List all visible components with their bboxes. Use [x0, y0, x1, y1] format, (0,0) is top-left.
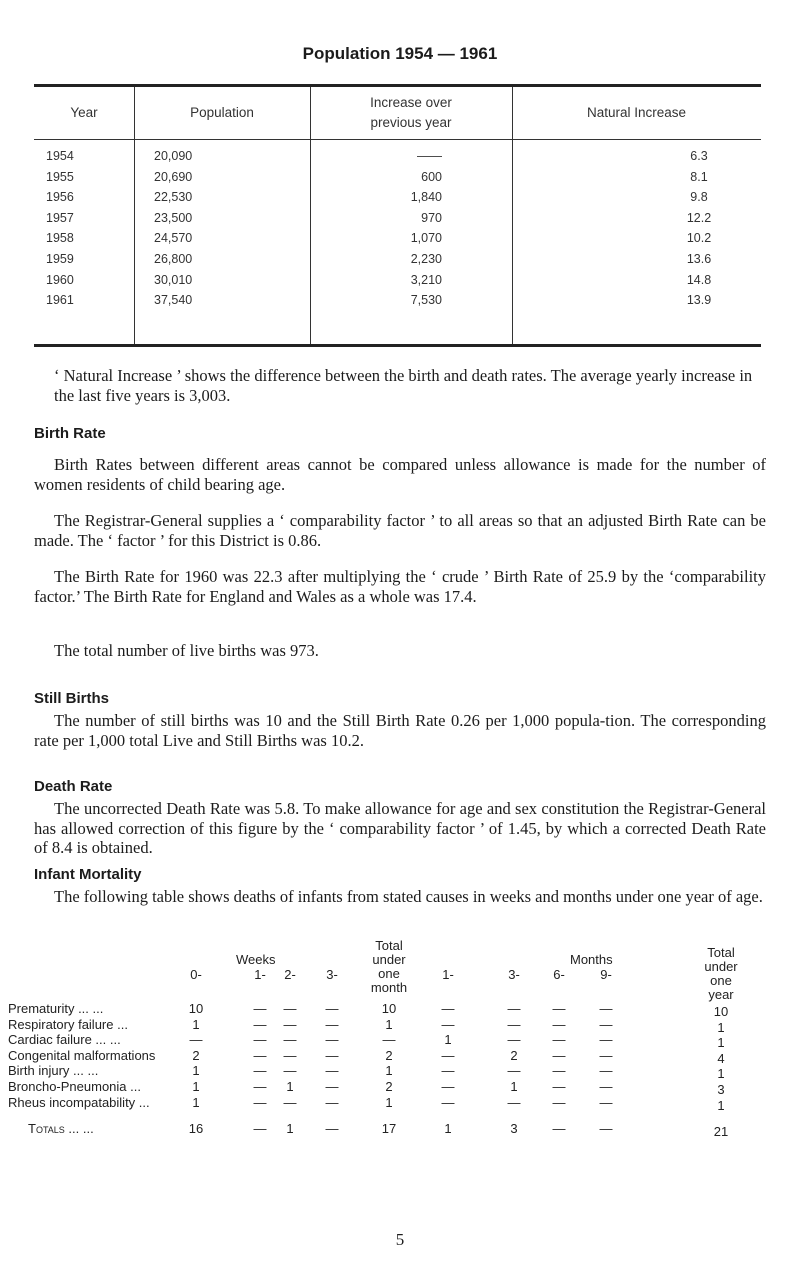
table-cell: 1 — [385, 1063, 393, 1078]
table-cell: 4 — [717, 1051, 725, 1066]
cell-increase: 970 — [421, 210, 442, 225]
table-cell: 1 — [717, 1066, 725, 1081]
table-cell: 1 — [192, 1095, 200, 1110]
weeks-label: Weeks — [236, 952, 276, 967]
column-header: 1- — [254, 967, 266, 982]
total-under-month-header: Total — [375, 938, 403, 953]
population-table — [34, 84, 761, 347]
table-cell: — — [325, 1095, 339, 1110]
table-cell: 1 — [717, 1035, 725, 1050]
infant-mortality-heading: Infant Mortality — [34, 866, 142, 883]
table-cell: — — [441, 1079, 455, 1094]
table-cell: — — [382, 1032, 396, 1047]
birth-rate-paragraph-4: The total number of live births was 973. — [54, 641, 319, 660]
infant-mortality-intro: The following table shows deaths of infants from stated causes in weeks and months under one year of age. — [54, 887, 763, 906]
table-cell: — — [552, 1095, 566, 1110]
row-label: Cardiac failure ... ... — [8, 1032, 121, 1047]
table-cell: — — [599, 1095, 613, 1110]
table-cell: — — [441, 1017, 455, 1032]
total-under-month-header: one — [378, 966, 400, 981]
table-cell: — — [599, 1048, 613, 1063]
totals-label: Totals ... ... — [28, 1121, 94, 1136]
table-cell: — — [441, 1001, 455, 1016]
table-cell: — — [552, 1063, 566, 1078]
cell-increase: 2,230 — [410, 252, 442, 266]
table-cell: — — [507, 1017, 521, 1032]
table-cell: — — [283, 1048, 297, 1063]
still-births-paragraph: The number of still births was 10 and the Still Birth Rate 0.26 per 1,000 popula-tion. The corresponding rate per 1,000 total Live and Still Births was 10.2. — [34, 711, 766, 750]
row-label: Birth injury ... ... — [8, 1063, 99, 1078]
table-cell: — — [441, 1095, 455, 1110]
table-cell: 1 — [510, 1079, 518, 1094]
death-rate-paragraph: The uncorrected Death Rate was 5.8. To make allowance for age and sex constitution the Registrar-General has allowed correction of this figure by the ‘ comparability factor ’ of 1.45, by which a corrected Death Rate of 8.4 is obtained. — [34, 799, 766, 857]
cell-increase: —— — [417, 149, 442, 163]
cell-population: 23,500 — [154, 210, 193, 225]
table-cell: 2 — [385, 1048, 393, 1063]
header-population: Population — [190, 105, 254, 120]
cell-natural: 13.9 — [686, 293, 712, 308]
table-cell: 1 — [717, 1098, 725, 1113]
column-header: 6- — [553, 967, 565, 982]
birth-rate-heading: Birth Rate — [34, 425, 106, 442]
birth-rate-paragraph-1: Birth Rates between different areas cannot be compared unless allowance is made for the number of women residents of child bearing age. — [34, 455, 766, 494]
months-label: Months — [570, 952, 613, 967]
table-cell: — — [441, 1048, 455, 1063]
totals-cell: — — [325, 1121, 339, 1136]
table-cell: — — [507, 1063, 521, 1078]
table-cell: 10 — [381, 1001, 397, 1016]
table-cell: — — [507, 1095, 521, 1110]
row-label: Rheus incompatability ... — [8, 1095, 150, 1110]
totals-cell: 3 — [510, 1121, 518, 1136]
totals-cell: 16 — [188, 1121, 204, 1136]
cell-year: 1956 — [46, 190, 74, 205]
table-cell: 1 — [192, 1017, 200, 1032]
cell-population: 26,800 — [154, 252, 193, 266]
table-cell: — — [599, 1063, 613, 1078]
table-cell: — — [507, 1001, 521, 1016]
cell-year: 1961 — [46, 293, 74, 308]
table-cell: 2 — [385, 1079, 393, 1094]
header-year: Year — [70, 105, 98, 120]
table-cell: 2 — [510, 1048, 518, 1063]
cell-natural: 13.6 — [686, 252, 712, 266]
table-cell: — — [552, 1079, 566, 1094]
cell-increase: 3,210 — [410, 272, 442, 287]
cell-population: 20,090 — [154, 149, 193, 163]
table-cell: — — [253, 1079, 267, 1094]
cell-population: 24,570 — [154, 231, 193, 246]
table-cell: — — [325, 1017, 339, 1032]
natural-increase-note: ‘ Natural Increase ’ shows the difference between the birth and death rates. The average yearly increase in the last five years is 3,003. — [54, 366, 753, 405]
table-cell: — — [552, 1032, 566, 1047]
totals-cell: 1 — [286, 1121, 294, 1136]
column-header: 3- — [508, 967, 520, 982]
column-header: 0- — [190, 967, 202, 982]
row-label: Respiratory failure ... — [8, 1017, 128, 1032]
still-births-heading: Still Births — [34, 690, 110, 707]
table-cell: 1 — [385, 1017, 393, 1032]
table-cell: — — [325, 1032, 339, 1047]
table-cell: — — [189, 1032, 203, 1047]
table-cell: — — [283, 1001, 297, 1016]
totals-cell: 17 — [381, 1121, 397, 1136]
table-cell: 3 — [717, 1082, 725, 1097]
table-cell: — — [325, 1001, 339, 1016]
death-rate-heading: Death Rate — [34, 778, 113, 795]
cell-population: 37,540 — [154, 293, 193, 308]
table-cell: — — [507, 1032, 521, 1047]
cell-population: 20,690 — [154, 169, 193, 184]
table-cell: 1 — [192, 1079, 200, 1094]
totals-cell: 21 — [713, 1124, 729, 1139]
table-cell: — — [283, 1032, 297, 1047]
table-cell: 10 — [188, 1001, 204, 1016]
totals-cell: 1 — [444, 1121, 452, 1136]
column-header: 9- — [600, 967, 612, 982]
table-cell: 2 — [192, 1048, 200, 1063]
total-under-year-header: under — [704, 959, 738, 974]
cell-increase: 600 — [421, 169, 442, 184]
cell-year: 1959 — [46, 252, 74, 266]
column-header: 3- — [326, 967, 338, 982]
table-cell: — — [253, 1063, 267, 1078]
table-cell: — — [325, 1048, 339, 1063]
column-header: 1- — [442, 967, 454, 982]
table-cell: — — [441, 1063, 455, 1078]
birth-rate-paragraph-2: The Registrar-General supplies a ‘ comparability factor ’ to all areas so that an adjusted Birth Rate can be made. The ‘ factor ’ for this District is 0.86. — [34, 511, 766, 550]
header-natural-increase: Natural Increase — [586, 105, 687, 120]
table-cell: 10 — [713, 1004, 729, 1019]
cell-natural: 9.8 — [690, 190, 708, 205]
totals-cell: — — [253, 1121, 267, 1136]
table-cell: 1 — [286, 1079, 294, 1094]
total-under-month-header: under — [372, 952, 406, 967]
table-cell: — — [283, 1063, 297, 1078]
cell-year: 1954 — [46, 149, 74, 163]
cell-year: 1955 — [46, 169, 74, 184]
table-cell: — — [253, 1017, 267, 1032]
table-cell: — — [283, 1095, 297, 1110]
cell-natural: 8.1 — [690, 169, 708, 184]
cell-year: 1957 — [46, 210, 74, 225]
cell-increase: 1,840 — [410, 190, 442, 205]
column-header: 2- — [284, 967, 296, 982]
cell-year: 1960 — [46, 272, 74, 287]
cell-natural: 6.3 — [690, 149, 708, 163]
row-label: Congenital malformations — [8, 1048, 156, 1063]
table-cell: — — [253, 1001, 267, 1016]
table-cell: 1 — [192, 1063, 200, 1078]
table-cell: 1 — [444, 1032, 452, 1047]
cell-natural: 12.2 — [686, 210, 712, 225]
table-cell: — — [599, 1017, 613, 1032]
total-under-year-header: Total — [707, 945, 735, 960]
table-cell: — — [552, 1001, 566, 1016]
table-cell: 1 — [717, 1020, 725, 1035]
table-cell: — — [253, 1032, 267, 1047]
table-cell: — — [552, 1017, 566, 1032]
header-increase-line1: Increase over — [370, 95, 452, 110]
table-cell: — — [552, 1048, 566, 1063]
row-label: Broncho-Pneumonia ... — [8, 1079, 141, 1094]
cell-population: 22,530 — [154, 190, 193, 205]
cell-increase: 1,070 — [410, 231, 442, 246]
table-cell: — — [599, 1032, 613, 1047]
table-cell: — — [253, 1048, 267, 1063]
table-cell: — — [599, 1079, 613, 1094]
header-divider — [34, 139, 761, 140]
table-cell: 1 — [385, 1095, 393, 1110]
header-increase — [310, 87, 512, 139]
totals-cell: — — [552, 1121, 566, 1136]
total-under-year-header: year — [708, 987, 734, 1002]
header-increase-line2: previous year — [370, 115, 452, 130]
total-under-year-header: one — [710, 973, 732, 988]
table-cell: — — [253, 1095, 267, 1110]
birth-rate-paragraph-3: The Birth Rate for 1960 was 22.3 after multiplying the ‘ crude ’ Birth Rate of 25.9 by the ‘comparability factor.’ The Birth Rate for England and Wales as a whole was 17.4. — [34, 567, 766, 606]
totals-cell: — — [599, 1121, 613, 1136]
table-cell: — — [325, 1063, 339, 1078]
page-number: 5 — [395, 1230, 405, 1249]
page-title: Population 1954 — 1961 — [302, 44, 498, 63]
cell-natural: 14.8 — [686, 272, 712, 287]
table-cell: — — [325, 1079, 339, 1094]
total-under-month-header: month — [370, 980, 408, 995]
cell-increase: 7,530 — [410, 293, 442, 308]
cell-natural: 10.2 — [686, 231, 712, 246]
table-cell: — — [283, 1017, 297, 1032]
table-cell: — — [599, 1001, 613, 1016]
row-label: Prematurity ... ... — [8, 1001, 104, 1016]
cell-population: 30,010 — [154, 272, 193, 287]
cell-year: 1958 — [46, 231, 74, 246]
